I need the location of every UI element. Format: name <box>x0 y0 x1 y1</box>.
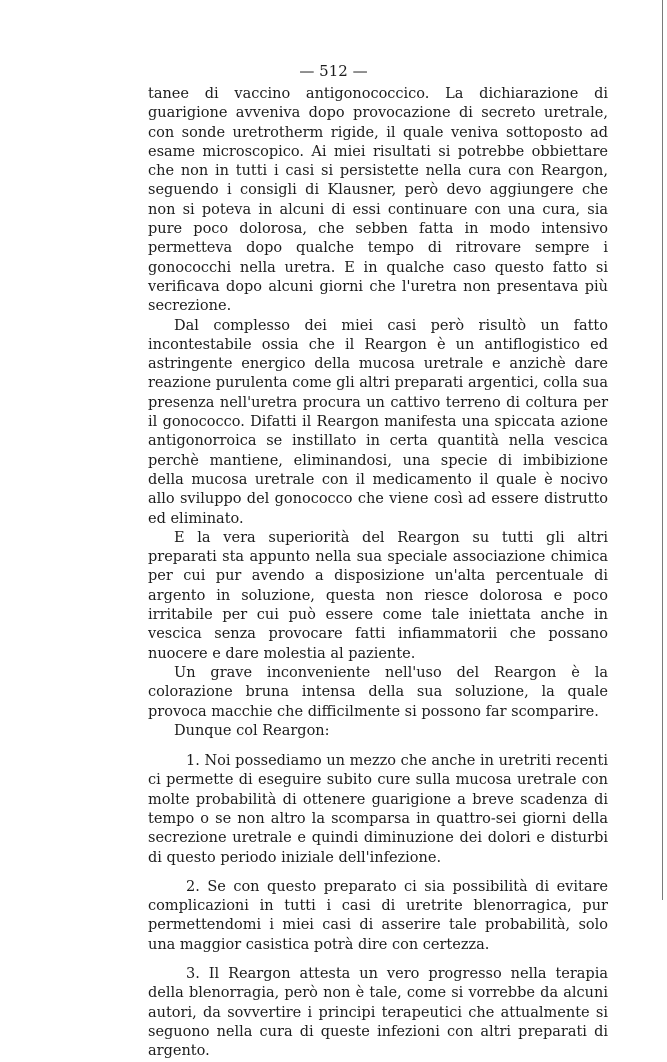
paragraph: E la vera superiorità del Reargon su tutti gli altri preparati sta appunto nella sua speciale associazione chimica per cui pur avendo a disposizione un'alta percentuale di argento in soluzione, questa non riesce dolorosa e poco irritabile per cui può essere come tale iniettata anche in vescica senza provocare fatti infiammatorii che possano nuocere e dare molestia al paziente. <box>148 529 608 662</box>
paragraph: Un grave inconveniente nell'uso del Reargon è la colorazione bruna intensa della sua soluzione, la quale provoca macchie che difficilmente si possono far scomparire. <box>148 664 608 720</box>
body-text <box>148 85 608 1062</box>
paragraph: Dunque col Reargon: <box>174 722 330 739</box>
paragraph: Dal complesso dei miei casi però risultò un fatto incontestabile ossia che il Reargon è un antiflogistico ed astringente energico della mucosa uretrale e anzichè dare reazione purulenta come gli altri preparati argentici, colla sua presenza nell'uretra procura un cattivo terreno di coltura per il gonococco. Difatti il Reargon manifesta una spiccata azione antigonorroica se instillato in certa quantità nella vescica perchè mantiene, eliminandosi, una specie di imbibizione della mucosa uretrale con il medicamento il quale è nocivo allo sviluppo del gonococco che viene così ad essere distrutto ed eliminato. <box>148 317 608 527</box>
page-edge-line <box>662 0 663 900</box>
numbered-point: 1. Noi possediamo un mezzo che anche in uretriti recenti ci permette di eseguire subito cure sulla mucosa uretrale con molte probabilità di ottenere guarigione a breve scadenza di tempo o se non altro la scomparsa in quattro-sei giorni della secrezione uretrale e quindi diminuzione dei dolori e disturbi di questo periodo iniziale dell'infezione. <box>148 753 608 866</box>
numbered-point: 2. Se con questo preparato ci sia possibilità di evitare complicazioni in tutti i casi di uretrite blenorragica, pur permettendomi i miei casi di asserire tale probabilità, solo una maggior casistica potrà dire con certezza. <box>148 878 608 953</box>
numbered-point: 3. Il Reargon attesta un vero progresso nella terapia della blenorragia, però non è tale, come si vorrebbe da alcuni autori, da sovvertire i principi terapeutici che attualmente si seguono nella cura di queste infezioni con altri preparati di argento. <box>148 966 608 1060</box>
paragraph: tanee di vaccino antigonococcico. La dichiarazione di guarigione avveniva dopo provocazione di secreto uretrale, con sonde uretrotherm rigide, il quale veniva sottoposto ad esame microscopico. Ai miei risultati si potrebbe obbiettare che non in tutti i casi si persistette nella cura con Reargon, seguendo i consigli di Klausner, però devo aggiungere che non si poteva in alcuni di essi continuare con una cura, sia pure poco dolorosa, che sebben fatta in modo intensivo permetteva dopo qualche tempo di ritrovare sempre i gonococchi nella uretra. E in qualche caso questo fatto si verificava dopo alcuni giorni che l'uretra non presentava più secrezione. <box>148 86 608 315</box>
page-number-header: — 512 — <box>299 62 368 80</box>
